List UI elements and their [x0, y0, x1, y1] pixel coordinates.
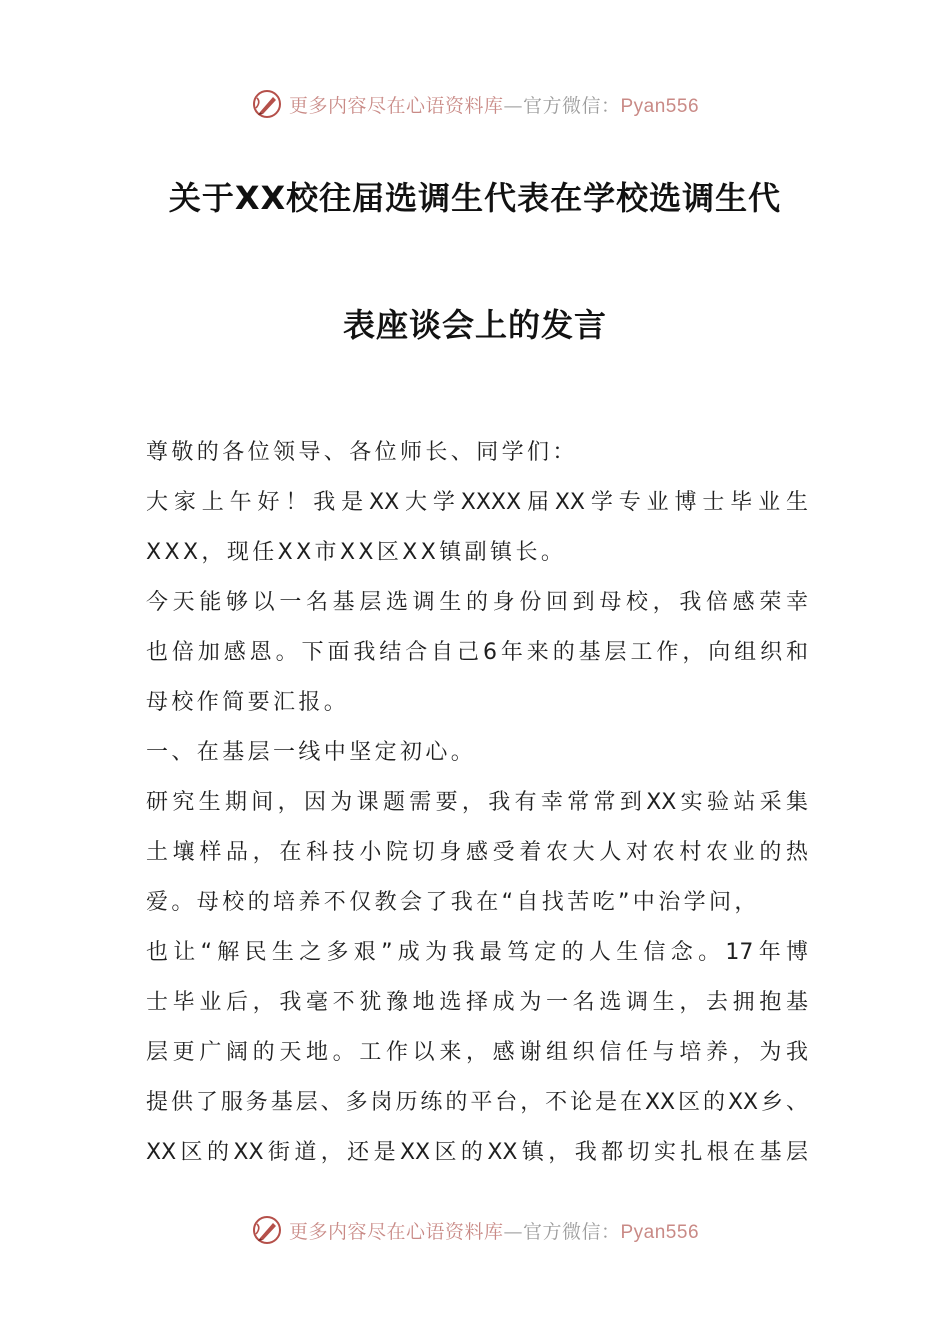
- watermark-label: 官方微信：: [522, 1220, 621, 1243]
- pen-logo-icon: [251, 1214, 283, 1246]
- body-line: 今天能够以一名基层选调生的身份回到母校，我倍感荣幸: [146, 590, 808, 615]
- watermark-main: 更多内容尽在心语资料库: [288, 94, 504, 117]
- watermark-text: [289, 1217, 699, 1244]
- body-line: XX区的XX街道，还是XX区的XX镇，我都切实扎根在基层: [146, 1140, 808, 1165]
- watermark-separator: —: [503, 94, 523, 117]
- body-line: 也让“解民生之多艰”成为我最笃定的人生信念。17年博: [146, 940, 808, 965]
- body-line: 大家上午好！我是XX大学XXXX届XX学专业博士毕业生: [146, 490, 808, 515]
- watermark-main: 更多内容尽在心语资料库: [288, 1220, 504, 1243]
- header-watermark: [0, 84, 950, 124]
- body-line: 研究生期间，因为课题需要，我有幸常常到XX实验站采集: [146, 790, 808, 815]
- watermark-wechat-id: Pyan556: [620, 1221, 700, 1243]
- body-line: XXX，现任XX市XX区XX镇副镇长。: [146, 540, 567, 565]
- section-heading: 一、在基层一线中坚定初心。: [146, 740, 477, 765]
- body-line: 土壤样品，在科技小院切身感受着农大人对农村农业的热: [146, 840, 808, 865]
- body-line: 爱。母校的培养不仅教会了我在“自找苦吃”中治学问，: [146, 890, 760, 915]
- body-line: 层更广阔的天地。工作以来，感谢组织信任与培养，为我: [146, 1040, 808, 1065]
- document-title-line-1: 关于XX校往届选调生代表在学校选调生代: [168, 179, 782, 217]
- document-title-line-2: 表座谈会上的发言: [342, 306, 607, 344]
- body-line: 也倍加感恩。下面我结合自己6年来的基层工作，向组织和: [146, 640, 808, 665]
- body-line: 尊敬的各位领导、各位师长、同学们：: [146, 440, 578, 465]
- body-line: 提供了服务基层、多岗历练的平台，不论是在XX区的XX乡、: [146, 1090, 808, 1115]
- body-line: 士毕业后，我毫不犹豫地选择成为一名选调生，去拥抱基: [146, 990, 808, 1015]
- watermark-wechat-id: Pyan556: [620, 95, 700, 117]
- pen-logo-icon: [251, 88, 283, 120]
- footer-watermark: [0, 1210, 950, 1250]
- body-line: 母校作简要汇报。: [146, 690, 350, 715]
- watermark-label: 官方微信：: [522, 94, 621, 117]
- watermark-text: [289, 91, 699, 118]
- watermark-separator: —: [503, 1220, 523, 1243]
- document-body: [146, 428, 808, 1178]
